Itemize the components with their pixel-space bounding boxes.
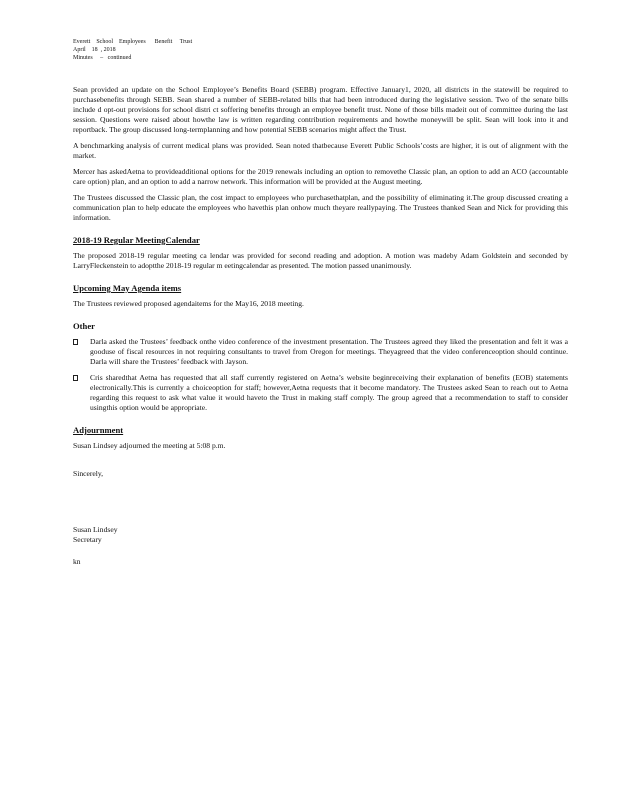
bullet-icon bbox=[73, 339, 78, 345]
list-item bbox=[73, 373, 568, 413]
mercer-renewal-paragraph: Mercer has askedAetna to provideadditional options for the 2019 renewals including an option to removethe Classic plan, an option to add an ACO (accountable care option) plan, and an option to add a narrow network. This information will be provided at the August meeting. bbox=[73, 167, 568, 186]
header-organization: Everett School Employees Benefit Trust bbox=[73, 39, 193, 45]
calendar-heading: 2018-19 Regular MeetingCalendar bbox=[73, 235, 200, 245]
typist-initials: kn bbox=[73, 557, 81, 566]
benchmark-paragraph: A benchmarking analysis of current medical plans was provided. Sean noted thatbecause Everett Public Schools’costs are higher, it is out of alignment with the market. bbox=[73, 141, 568, 160]
list-item bbox=[73, 337, 568, 367]
sebb-update-paragraph: Sean provided an update on the School Employee’s Benefits Board (SEBB) program. Effective January1, 2020, all districts in the statewill be required to purchasebenefits through SEBB. Sean shared a number of SEBB-related bills that had been introduced during the legislative session. Two of the senate bills include d opt-out provisions for school distri ct soffering benefits through an employee benefit trust. None of those bills madeit out of committee during the last session. Questions were raised about howthe law is written regarding contribution requirements and howthe moneywill be split. Sean will look into it and reportback. The group discussed long-termplanning and how potential SEBB scenarios might affect the Trust. bbox=[73, 85, 568, 134]
page-header bbox=[73, 38, 568, 62]
agenda-paragraph: The Trustees reviewed proposed agendaitems for the May16, 2018 meeting. bbox=[73, 299, 304, 308]
adjournment-paragraph: Susan Lindsey adjourned the meeting at 5:08 p.m. bbox=[73, 441, 226, 450]
header-date: April 18 , 2018 bbox=[73, 47, 116, 53]
other-heading: Other bbox=[73, 321, 95, 331]
agenda-heading: Upcoming May Agenda items bbox=[73, 283, 182, 293]
calendar-paragraph: The proposed 2018-19 regular meeting ca lendar was provided for second reading and adoption. A motion was madeby Adam Goldstein and seconded by LarryFleckenstein to adoptthe 2018-19 regular m eetingcalendar as presented. The motion passed unanimously. bbox=[73, 251, 568, 270]
bullet-icon bbox=[73, 375, 78, 381]
signer-title: Secretary bbox=[73, 535, 102, 544]
header-subtitle: Minutes – continued bbox=[73, 55, 132, 61]
list-item-text: Cris sharedthat Aetna has requested that all staff currently registered on Aetna’s website beginreceiving their explanation of benefits (EOB) statements electronically.This is currently a choiceoption for staff; however,Aetna requests that it become mandatory. The Trustees asked Sean to reach out to Aetna regarding this request to ask what value it would haveto the Trust in making staff comply. The group agreed that a recommendation to staff to consider usingthis option would be appropriate. bbox=[90, 373, 568, 412]
adjournment-heading: Adjournment bbox=[73, 425, 124, 435]
salutation: Sincerely, bbox=[73, 469, 104, 478]
signer-name: Susan Lindsey bbox=[73, 525, 118, 534]
list-item-text: Darla asked the Trustees’ feedback onthe video conference of the investment presentation. The Trustees agreed they liked the presentation and felt it was a gooduse of fiscal resources in not requiring consultants to travel from Oregon for meetings. Theyagreed that the video conferenceoption should continue. Darla will share the Trustees’ feedback with Jayson. bbox=[90, 337, 568, 366]
other-list bbox=[73, 337, 568, 413]
classic-plan-paragraph: The Trustees discussed the Classic plan, the cost impact to employees who purchasethatplan, and the possibility of eliminating it.The group discussed creating a communication plan to help educate the employees who havethis plan onhow much theyare reallypaying. The Trustees thanked Sean and Nick for providing this information. bbox=[73, 193, 568, 222]
